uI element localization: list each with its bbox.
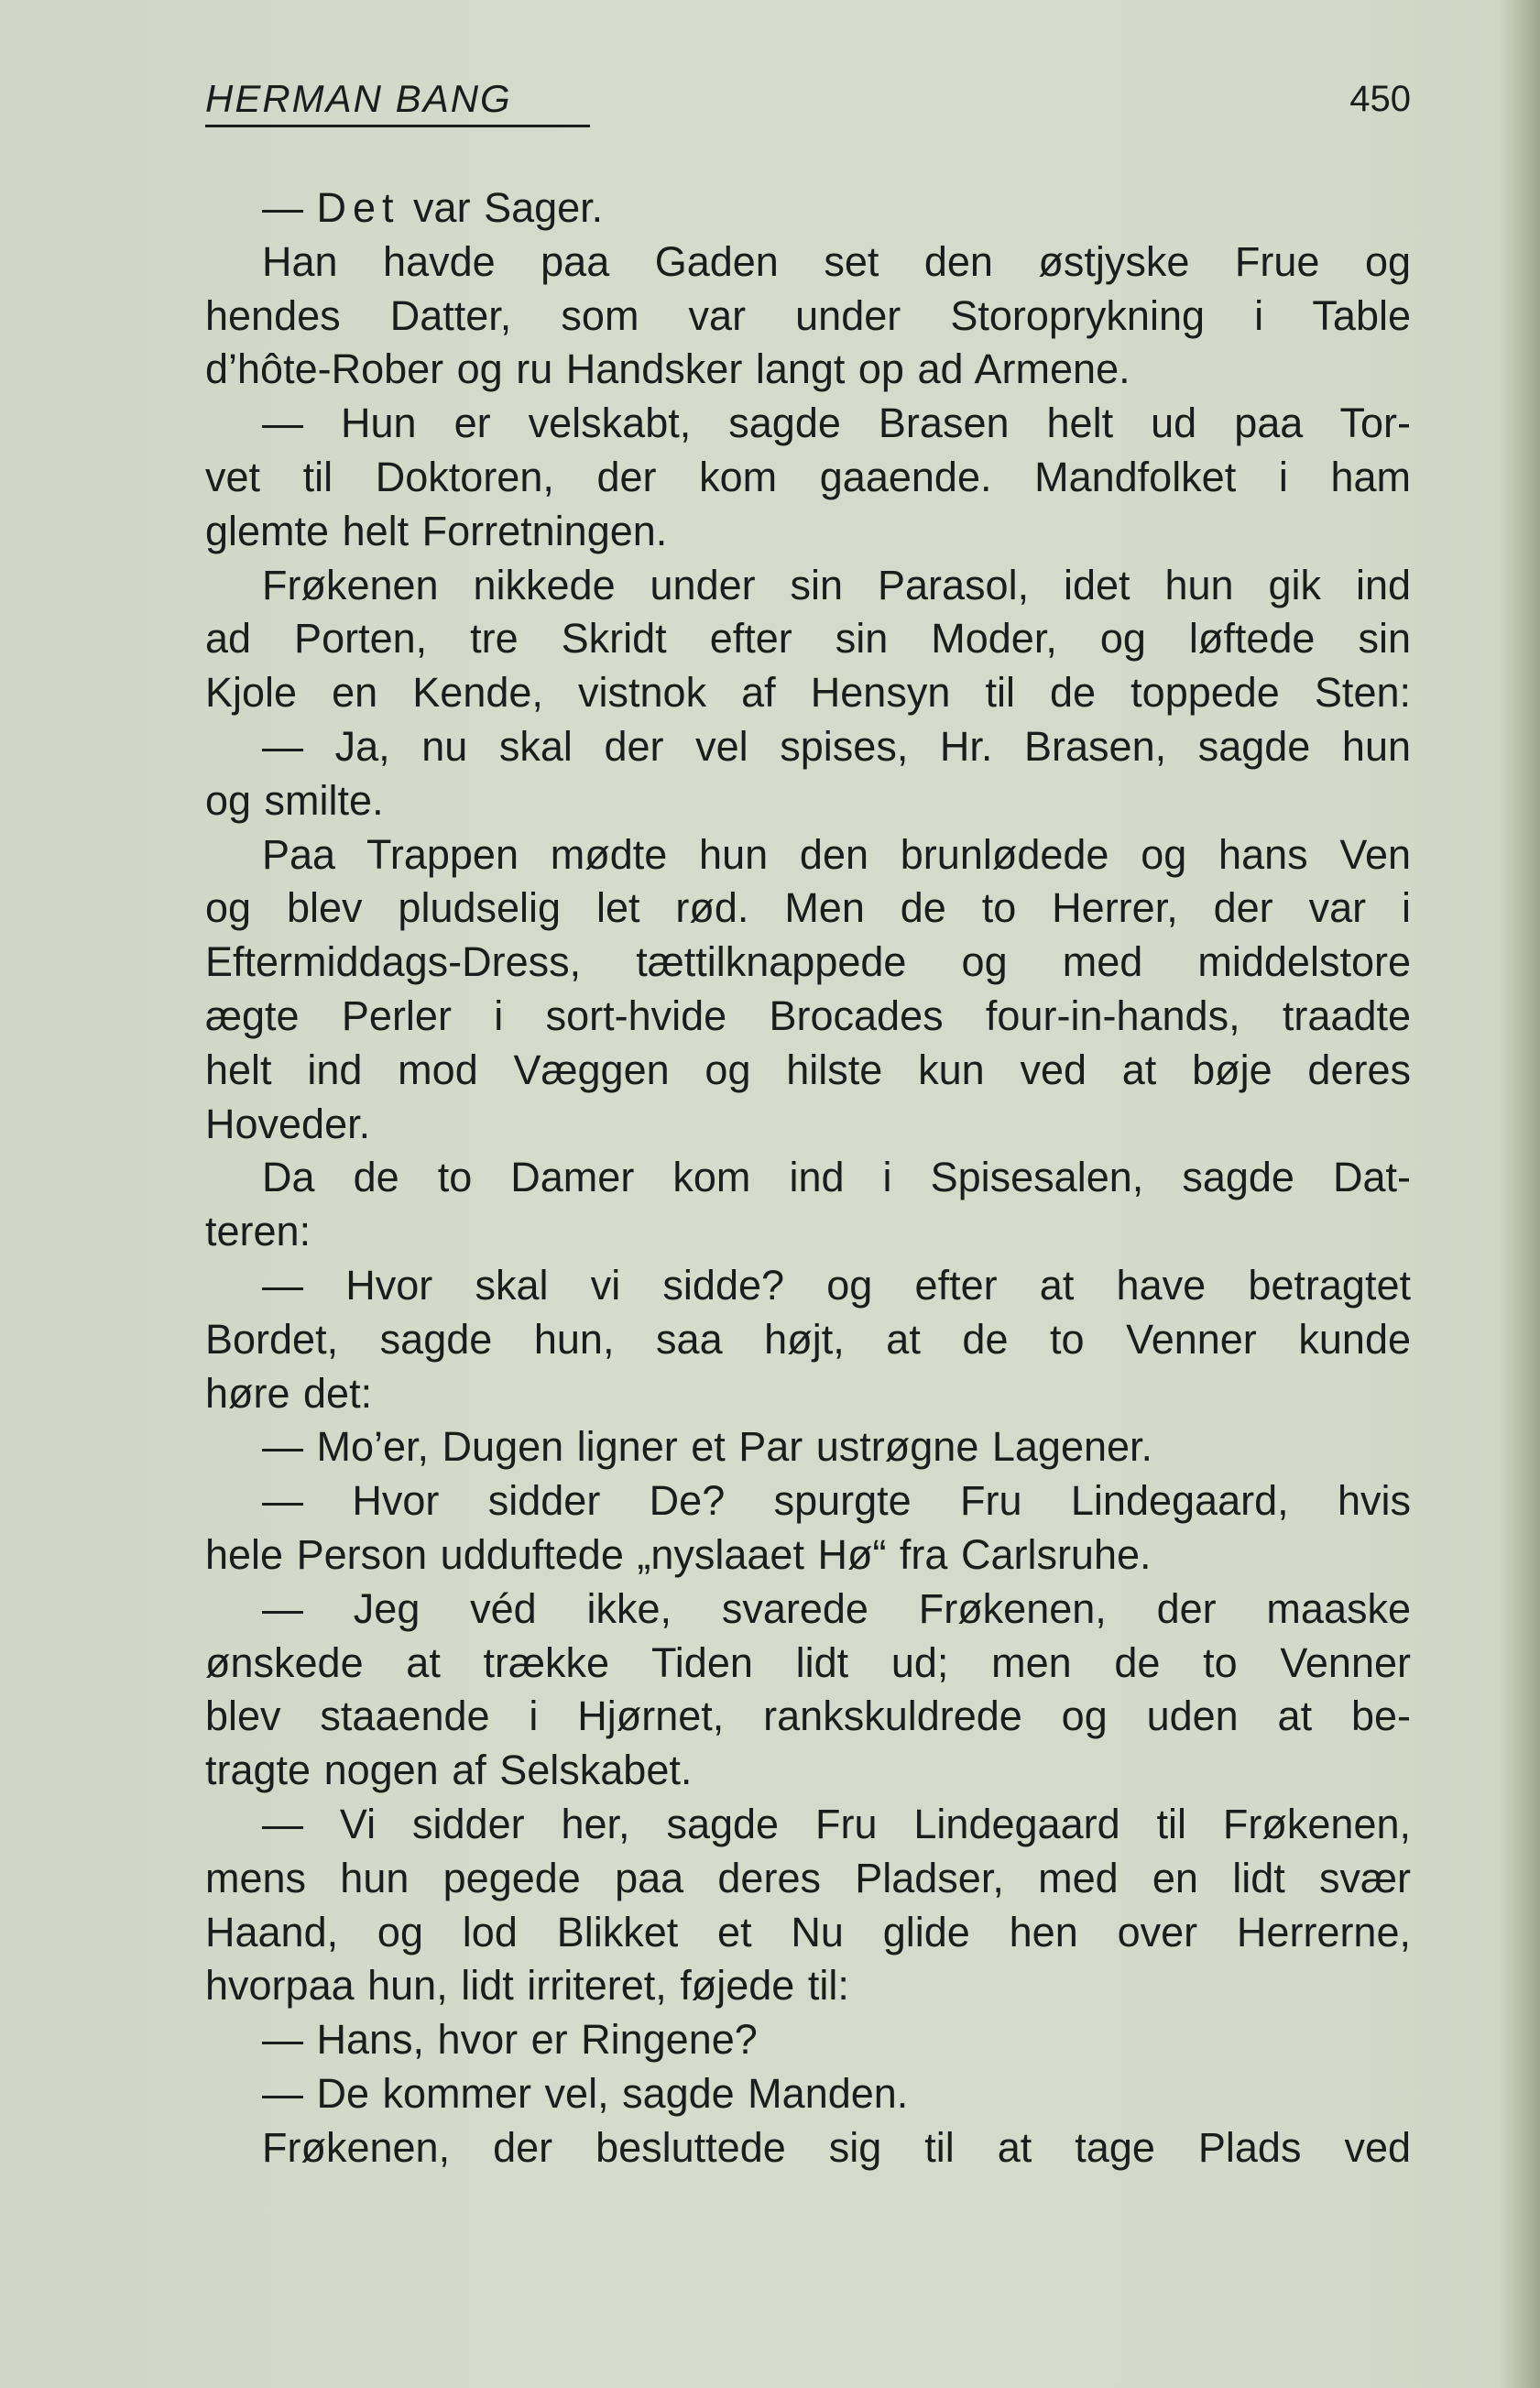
page-edge-shadow [1500,0,1540,2388]
text-line: og blev pludselig let rød. Men de to Herrer, der var i [205,884,1411,932]
text-line: Da de to Damer kom ind i Spisesalen, sagde Dat- [262,1154,1411,1201]
text-line: Hoveder. [205,1100,371,1147]
text-line: d’hôte-Rober og ru Handsker langt op ad Armene. [205,345,1130,393]
text-line: ad Porten, tre Skridt efter sin Moder, og løftede sin [205,615,1411,663]
line-dash: — [262,184,317,231]
text-line: Bordet, sagde hun, saa højt, at de to Venner kunde [205,1315,1411,1363]
text-line: helt ind mod Væggen og hilste kun ved at bøje deres [205,1046,1411,1093]
text-line: — De kommer vel, sagde Manden. [262,2069,909,2117]
text-line: ægte Perler i sort-hvide Brocades four-in-hands, traadte [205,991,1411,1039]
text-line: blev staaende i Hjørnet, rankskuldrede og uden at be- [205,1692,1411,1740]
text-line: ønskede at trække Tiden lidt ud; men de to Venner [205,1638,1411,1686]
text-line: — Jeg véd ikke, svarede Frøkenen, der maaske [262,1584,1411,1632]
page-number: 450 [1349,79,1411,119]
text-line: glemte helt Forretningen. [205,507,668,554]
text-line: — Hvor skal vi sidde? og efter at have betragtet [262,1261,1411,1309]
text-line: Frøkenen nikkede under sin Parasol, idet hun gik ind [262,561,1411,608]
text-line: høre det: [205,1369,373,1417]
text-line: Haand, og lod Blikket et Nu glide hen over Herrerne, [205,1908,1411,1955]
text-line: — Vi sidder her, sagde Fru Lindegaard til Frøkenen, [262,1800,1411,1847]
line-rest: var Sager. [399,184,604,231]
spaced-word: Det [316,184,400,231]
text-line: Kjole en Kende, vistnok af Hensyn til de toppede Sten: [205,669,1411,717]
text-line: Eftermiddags-Dress, tættilknappede og med middelstore [205,938,1411,986]
text-line: teren: [205,1208,311,1255]
text-line: — Hans, hvor er Ringene? [262,2016,758,2064]
text-line [205,181,1411,236]
text-line: Frøkenen, der besluttede sig til at tage Plads ved [262,2123,1411,2171]
page-header [205,75,1411,130]
text-line: mens hun pegede paa deres Pladser, med en lidt svær [205,1854,1411,1901]
text-line: hele Person udduftede „nyslaaet Hø“ fra Carlsruhe. [205,1530,1152,1578]
text-line: hvorpaa hun, lidt irriteret, føjede til: [205,1962,849,2010]
text-line: vet til Doktoren, der kom gaaende. Mandfolket i ham [205,453,1411,500]
text-line: Han havde paa Gaden set den østjyske Frue og [262,237,1411,285]
text-line: tragte nogen af Selskabet. [205,1747,693,1794]
header-rule [205,125,590,127]
text-line: hendes Datter, som var under Storoprykning i Table [205,291,1411,339]
text-line: og smilte. [205,776,384,824]
text-line: — Hvor sidder De? spurgte Fru Lindegaard, hvis [262,1477,1411,1525]
body-text [205,181,1411,2174]
text-line: — Mo’er, Dugen ligner et Par ustrøgne Lagener. [262,1423,1153,1471]
text-line: Paa Trappen mødte hun den brunlødede og hans Ven [262,830,1411,878]
running-title: HERMAN BANG [205,77,512,120]
text-line: — Hun er velskabt, sagde Brasen helt ud paa Tor- [262,400,1411,447]
text-line: — Ja, nu skal der vel spises, Hr. Brasen, sagde hun [262,722,1411,770]
